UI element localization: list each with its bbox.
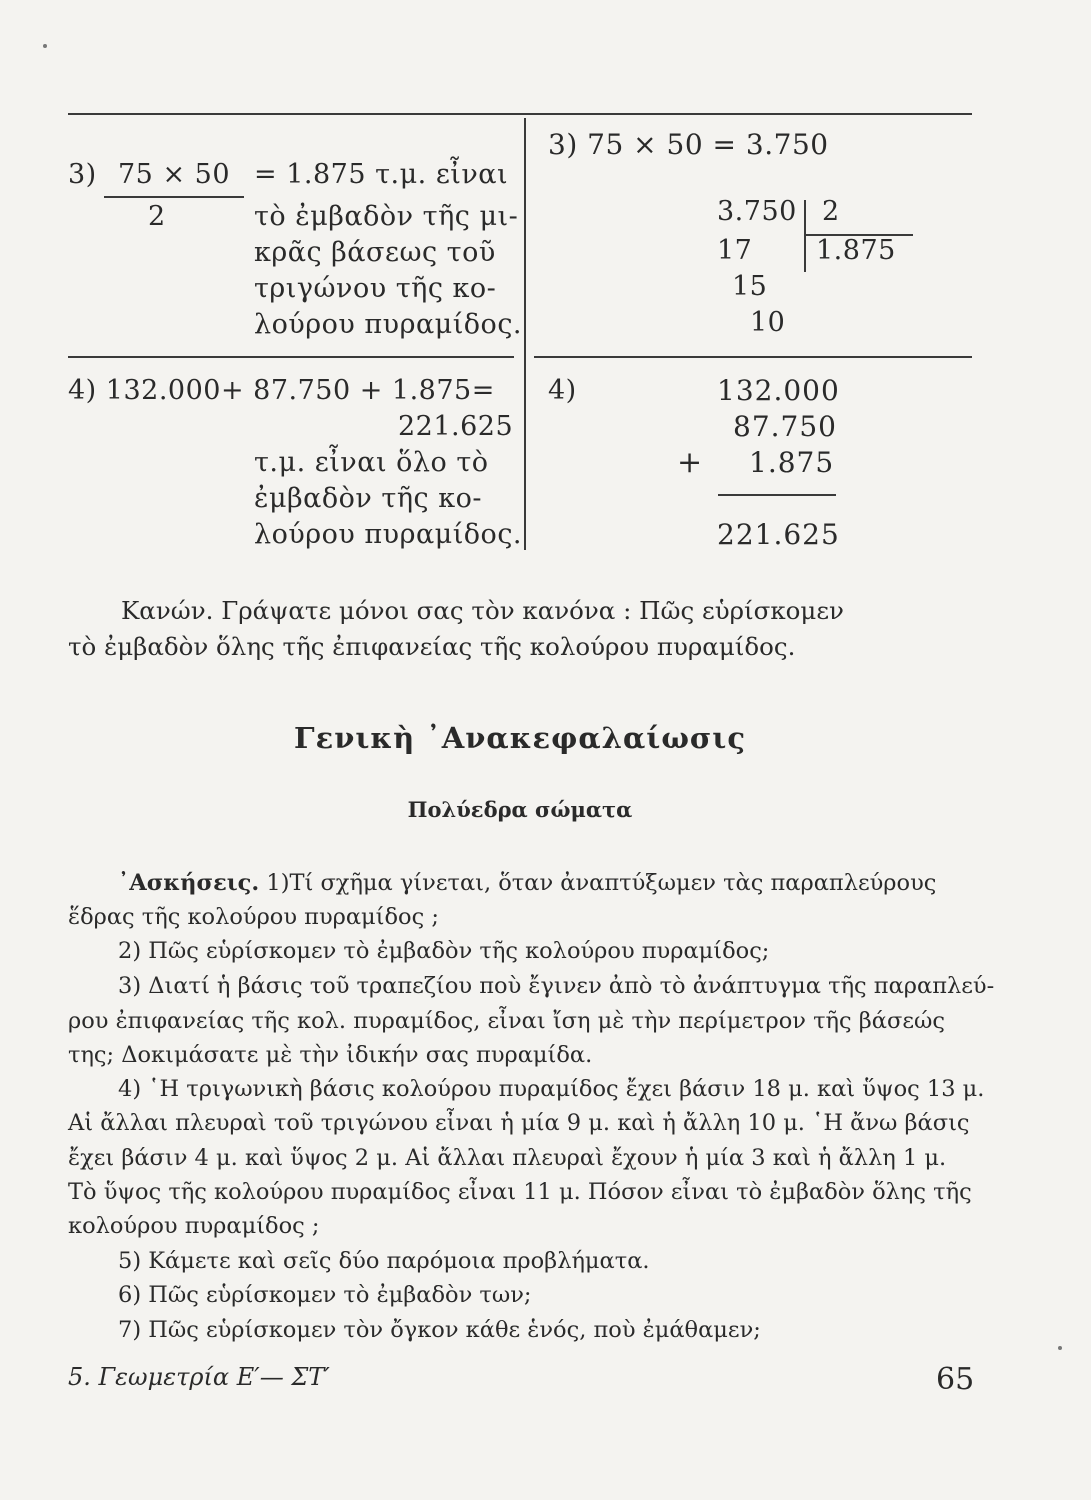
left3-numerator: 75 × 50 [118, 159, 231, 190]
right3-step-1: 17 [717, 235, 753, 266]
left4-desc-3: λούρου πυραμίδος. [254, 519, 523, 550]
right3-line: 3) 75 × 50 = 3.750 [548, 128, 829, 161]
left3-label: 3) [68, 159, 97, 190]
exercise-1-first: 1)Τί σχῆμα γίνεται, ὅταν ἀναπτύξωμεν τὰς παραπλεύρους [266, 870, 937, 896]
exercise-6: 6) Πῶς εὑρίσκομεν τὸ ἐμβαδὸν των; [118, 1282, 532, 1308]
exercise-4-line4: Τὸ ὕψος τῆς κολούρου πυραμίδος εἶναι 11 μ. Πόσον εἶναι τὸ ἐμβαδὸν ὅλης τῆς [68, 1179, 972, 1205]
footer-title: 5. Γεωμετρία Ε′— ΣΤ′ [68, 1363, 330, 1391]
exercise-4-line2: Αἱ ἄλλαι πλευραὶ τοῦ τριγώνου εἶναι ἡ μία 9 μ. καὶ ἡ ἄλλη 10 μ. ῾Η ἄνω βάσις [68, 1110, 970, 1136]
left4-line1: 4) 132.000+ 87.750 + 1.875= [68, 375, 495, 406]
left4-desc-1: τ.μ. εἶναι ὅλο τὸ [254, 447, 489, 478]
left4-line2: 221.625 [398, 411, 514, 442]
right3-step-3: 10 [750, 307, 786, 338]
division-vertical [804, 200, 806, 272]
right4-addend-3: 1.875 [749, 446, 835, 479]
exercise-4-line3: ἔχει βάσιν 4 μ. καὶ ὕψος 2 μ. Αἱ ἄλλαι πλευραὶ ἔχουν ἡ μία 3 καὶ ἡ ἄλλη 1 μ. [68, 1145, 947, 1171]
left3-denominator: 2 [148, 201, 166, 232]
exercises-line-1 [118, 866, 936, 900]
right3-dividend: 3.750 [717, 196, 797, 227]
exercise-1-second: ἕδρας τῆς κολούρου πυραμίδος ; [68, 904, 439, 930]
exercise-3-line3: της; Δοκιμάσατε μὲ τὴν ἰδικήν σας πυραμίδα. [68, 1042, 593, 1068]
left3-desc-4: λούρου πυραμίδος. [254, 309, 523, 340]
exercises-heading: ᾿Ασκήσεις. [118, 870, 260, 896]
exercise-3-line2: ρου ἐπιφανείας τῆς κολ. πυραμίδος, εἶναι ἴση μὲ τὴν περίμετρον τῆς βάσεώς [68, 1008, 945, 1034]
rule-text-line2: τὸ ἐμβαδὸν ὅλης τῆς ἐπιφανείας τῆς κολούρου πυραμίδος. [68, 632, 796, 661]
rule-text-line1: Κανών. Γράψατε μόνοι σας τὸν κανόνα : Πῶς εὑρίσκομεν [121, 596, 844, 625]
section-subtitle: Πολύεδρα σώματα [407, 797, 633, 822]
speck-mark [1058, 1346, 1062, 1350]
page-number: 65 [936, 1362, 975, 1397]
right3-step-2: 15 [732, 271, 768, 302]
exercise-5: 5) Κάμετε καὶ σεῖς δύο παρόμοια προβλήματα. [118, 1248, 650, 1274]
right3-divisor: 2 [822, 196, 840, 227]
right4-label: 4) [548, 375, 577, 406]
exercise-2: 2) Πῶς εὑρίσκομεν τὸ ἐμβαδὸν τῆς κολούρου πυραμίδος; [118, 938, 770, 964]
right4-addend-2: 87.750 [733, 410, 837, 443]
table-mid-rule-right [534, 356, 972, 358]
table-mid-rule-left [68, 356, 514, 358]
fraction-bar [104, 196, 244, 198]
exercise-7: 7) Πῶς εὑρίσκομεν τὸν ὄγκον κάθε ἑνός, ποὺ ἐμάθαμεν; [118, 1317, 761, 1343]
exercise-4-line1: 4) ῾Η τριγωνικὴ βάσις κολούρου πυραμίδος ἔχει βάσιν 18 μ. καὶ ὕψος 13 μ. [118, 1076, 985, 1102]
left3-desc-2: κρᾶς βάσεως τοῦ [254, 237, 496, 268]
right4-addend-1: 132.000 [717, 374, 840, 407]
sum-rule [718, 494, 836, 496]
table-top-rule [68, 113, 972, 115]
exercise-4-line5: κολούρου πυραμίδος ; [68, 1213, 320, 1239]
exercise-3-line1: 3) Διατί ἡ βάσις τοῦ τραπεζίου ποὺ ἔγινεν ἀπὸ τὸ ἀνάπτυγμα τῆς παραπλεύ- [118, 973, 995, 999]
left3-desc-1: τὸ ἐμβαδὸν τῆς μι- [254, 201, 519, 232]
left4-desc-2: ἐμβαδὸν τῆς κο- [254, 483, 482, 514]
right4-plus: + [677, 445, 703, 480]
speck-mark [43, 44, 47, 48]
right4-sum: 221.625 [717, 518, 840, 551]
left3-result: = 1.875 τ.μ. εἶναι [254, 159, 509, 190]
right3-quotient: 1.875 [816, 235, 896, 266]
section-title: Γενικὴ ᾿Ανακεφαλαίωσις [293, 721, 746, 755]
left3-desc-3: τριγώνου τῆς κο- [254, 273, 497, 304]
table-vertical-rule [524, 118, 526, 550]
